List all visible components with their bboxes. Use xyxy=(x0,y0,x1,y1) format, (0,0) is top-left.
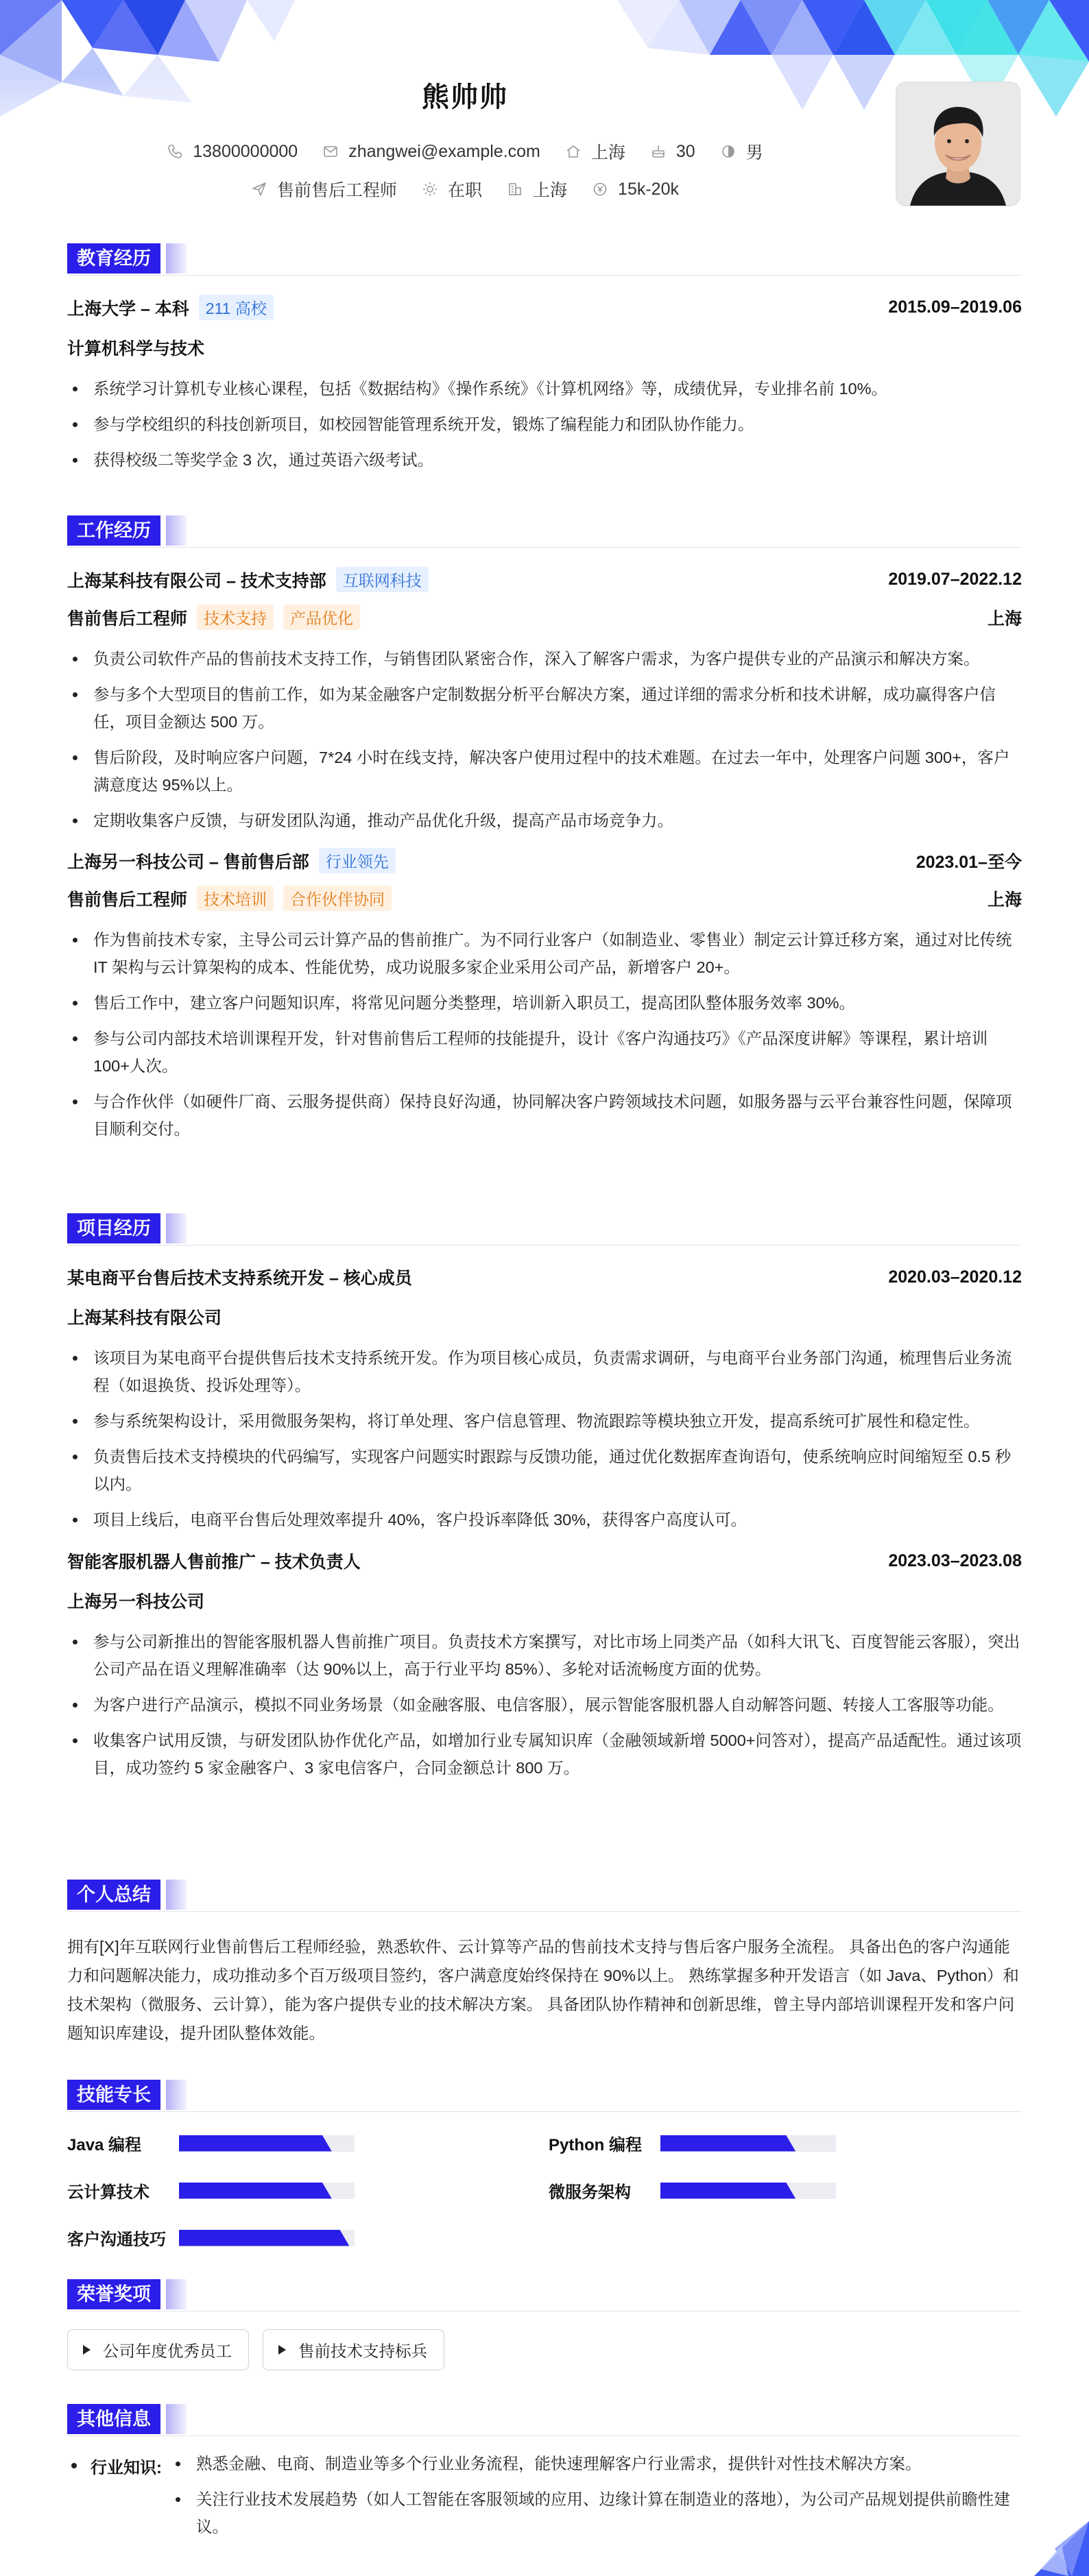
gender-item xyxy=(720,139,763,164)
phone-icon xyxy=(167,143,183,160)
job-target-text: 售前售后工程师 xyxy=(277,181,398,200)
work-date: 2019.07–2022.12 xyxy=(888,570,1022,589)
list-item: 参与学校组织的科技创新项目，如校园智能管理系统开发，锻炼了编程能力和团队协作能力。 xyxy=(67,411,1022,438)
other-info-label: 行业知识: xyxy=(67,2454,162,2478)
list-item: 负责售后技术支持模块的代码编写，实现客户问题实时跟踪与反馈功能，通过优化数据库查询语句，使系统响应时间缩短至 0.5 秒以内。 xyxy=(67,1443,1022,1498)
age-text: 30 xyxy=(675,141,695,161)
skills-grid xyxy=(67,2131,1022,2250)
send-icon xyxy=(251,181,267,197)
work-bullets xyxy=(67,926,1022,1143)
work-section xyxy=(67,515,1022,1151)
other-section-header xyxy=(67,2404,1022,2436)
work-entry xyxy=(67,567,1022,834)
education-bullets xyxy=(67,375,1022,474)
list-item: 该项目为某电商平台提供售后技术支持系统开发。作为项目核心成员，负责需求调研，与电商平台业务部门沟通，梳理售后业务流程（如退换货、投诉处理等）。 xyxy=(67,1344,1022,1399)
target-city-item xyxy=(507,177,567,202)
awards-section xyxy=(67,2279,1022,2370)
education-school-row xyxy=(67,295,274,320)
phone-item xyxy=(167,142,298,162)
work-role-tag: 合作伙伴协同 xyxy=(283,886,392,911)
work-role: 售前售后工程师 xyxy=(67,890,188,910)
list-item: 售后阶段，及时响应客户问题，7*24 小时在线支持，解决客户使用过程中的技术难题。在过去一年中，处理客户问题 300+，客户满意度达 95%以上。 xyxy=(67,744,1022,799)
project-entry xyxy=(67,1265,1022,1533)
skills-section-title: 技能专长 xyxy=(67,2080,160,2110)
skill-name: 微服务架构 xyxy=(549,2183,631,2202)
skill-name: 客户沟通技巧 xyxy=(67,2231,166,2249)
salary-item xyxy=(592,180,679,199)
list-item: 熟悉金融、电商、制造业等多个行业业务流程，能快速理解客户行业需求，提供针对性技术解决方案。 xyxy=(170,2450,1022,2477)
work-company: 上海某科技有限公司 – 技术支持部 xyxy=(67,571,326,591)
work-industry-tag: 行业领先 xyxy=(319,848,396,873)
status-text: 在职 xyxy=(448,181,483,200)
candidate-name: 熊帅帅 xyxy=(422,82,508,112)
cake-icon xyxy=(650,143,667,160)
skills-section xyxy=(67,2080,1022,2250)
section-title-accent xyxy=(166,2404,187,2434)
other-section xyxy=(67,2404,1022,2549)
email-item xyxy=(322,142,540,162)
avatar-illustration xyxy=(896,82,1020,206)
resume-header xyxy=(0,0,1089,219)
work-bullets xyxy=(67,645,1022,834)
skill-item xyxy=(67,2226,549,2250)
list-item: 项目上线后，电商平台售后处理效率提升 40%，客户投诉率降低 30%，获得客户高度认可。 xyxy=(67,1506,1022,1533)
skill-item xyxy=(549,2178,1022,2202)
skill-item xyxy=(549,2131,1022,2155)
skill-bar-track xyxy=(179,2135,355,2152)
phone-text: 13800000000 xyxy=(193,141,298,161)
skill-bar-fill xyxy=(660,2135,795,2152)
education-major: 计算机科学与技术 xyxy=(67,339,205,359)
project-bullets xyxy=(67,1344,1022,1533)
list-item: 关注行业技术发展趋势（如人工智能在客服领域的应用、边缘计算在制造业的落地），为公司产品规划提供前瞻性建议。 xyxy=(170,2486,1022,2540)
work-role-row xyxy=(67,605,360,630)
award-item xyxy=(67,2329,249,2370)
profile-photo xyxy=(896,82,1020,206)
home-icon xyxy=(565,143,582,160)
education-date: 2015.09–2019.06 xyxy=(888,297,1022,317)
work-role-tag: 技术培训 xyxy=(197,886,274,911)
other-info-list xyxy=(170,2450,1022,2540)
work-date: 2023.01–至今 xyxy=(916,852,1022,872)
summary-section-header xyxy=(67,1880,1022,1912)
skills-section-header xyxy=(67,2080,1022,2112)
work-section-header xyxy=(67,515,1022,548)
target-city-text: 上海 xyxy=(533,181,568,200)
skill-name: 云计算技术 xyxy=(67,2183,149,2202)
corner-decoration xyxy=(1007,2507,1089,2576)
work-company-row xyxy=(67,567,429,592)
education-section-title: 教育经历 xyxy=(67,243,160,274)
age-item xyxy=(650,142,695,162)
work-role: 售前售后工程师 xyxy=(67,609,188,629)
gender-text: 男 xyxy=(745,143,763,162)
education-section xyxy=(67,243,1022,482)
list-item: 获得校级二等奖学金 3 次，通过英语六级考试。 xyxy=(67,446,1022,474)
building-icon xyxy=(507,181,523,197)
project-company: 上海某科技有限公司 xyxy=(67,1309,222,1328)
work-company: 上海另一科技公司 – 售前售后部 xyxy=(67,852,309,872)
salary-text: 15k-20k xyxy=(618,179,679,199)
summary-section-title: 个人总结 xyxy=(67,1880,160,1910)
project-section-header xyxy=(67,1213,1022,1246)
list-item: 售后工作中，建立客户问题知识库，将常见问题分类整理，培训新入职员工，提高团队整体服务效率 30%。 xyxy=(67,989,1022,1017)
city-text: 上海 xyxy=(590,143,625,162)
section-title-accent xyxy=(166,243,187,274)
city-item xyxy=(565,139,625,164)
section-title-accent xyxy=(166,1213,187,1243)
work-entry xyxy=(67,848,1022,1143)
email-text: zhangwei@example.com xyxy=(348,141,540,161)
other-info-block xyxy=(67,2450,1022,2540)
education-entry xyxy=(67,295,1022,474)
award-label: 公司年度优秀员工 xyxy=(103,2342,232,2360)
skill-bar-track xyxy=(179,2183,355,2199)
skill-bar-fill xyxy=(179,2135,332,2152)
section-title-accent xyxy=(166,1880,187,1910)
list-item: 参与公司内部技术培训课程开发，针对售前售后工程师的技能提升，设计《客户沟通技巧》《产品深度讲解》等课程，累计培训 100+人次。 xyxy=(67,1025,1022,1080)
summary-section xyxy=(67,1880,1022,2048)
sun-status-icon xyxy=(422,181,438,197)
play-triangle-icon xyxy=(83,2345,91,2355)
work-role-tag: 产品优化 xyxy=(283,605,360,630)
award-label: 售前技术支持标兵 xyxy=(298,2342,427,2360)
project-bullets xyxy=(67,1628,1022,1782)
other-info-bullets xyxy=(170,2450,1022,2540)
awards-list xyxy=(67,2329,1022,2370)
skill-bar-fill xyxy=(179,2230,349,2246)
project-section xyxy=(67,1213,1022,1790)
award-item xyxy=(263,2329,444,2370)
list-item: 收集客户试用反馈，与研发团队协作优化产品，如增加行业专属知识库（金融领域新增 5000+问答对），提高产品适配性。通过该项目，成功签约 5 家金融客户、3 家电信客户，合同金额总计 800 万。 xyxy=(67,1727,1022,1782)
list-item: 系统学习计算机专业核心课程，包括《数据结构》《操作系统》《计算机网络》等，成绩优异，专业排名前 10%。 xyxy=(67,375,1022,402)
project-name: 某电商平台售后技术支持系统开发 – 核心成员 xyxy=(67,1269,412,1288)
skill-bar-track xyxy=(179,2230,355,2246)
project-section-title: 项目经历 xyxy=(67,1213,160,1243)
contact-info-row xyxy=(0,139,930,164)
work-role-tag: 技术支持 xyxy=(197,605,274,630)
section-title-accent xyxy=(166,2279,187,2309)
money-icon xyxy=(592,181,608,197)
gender-icon xyxy=(720,143,737,160)
summary-text: 拥有[X]年互联网行业售前售后工程师经验，熟悉软件、云计算等产品的售前技术支持与售后客户服务全流程。 具备出色的客户沟通能力和问题解决能力，成功推动多个百万级项目签约，客户满意度始终保持在 90%以上。 熟练掌握多种开发语言（如 Java、Python）和技术架构（微服务、云计算），能为客户提供专业的技术解决方案。 具备团队协作精神和创新思维，曾主导内部培训课程开发和客户问题知识库建设，提升团队整体效能。 xyxy=(67,1938,1019,2042)
skill-name: Python 编程 xyxy=(549,2136,642,2154)
skill-item xyxy=(67,2131,549,2155)
list-item: 参与公司新推出的智能客服机器人售前推广项目。负责技术方案撰写，对比市场上同类产品（如科大讯飞、百度智能云客服），突出公司产品在语义理解准确率（达 90%以上，高于行业平均 85%）、多轮对话流畅度方面的优势。 xyxy=(67,1628,1022,1683)
project-company: 上海另一科技公司 xyxy=(67,1592,205,1612)
skill-item xyxy=(67,2178,549,2202)
section-title-accent xyxy=(166,2080,187,2110)
project-date: 2020.03–2020.12 xyxy=(888,1267,1022,1287)
project-date: 2023.03–2023.08 xyxy=(888,1551,1022,1570)
awards-section-header xyxy=(67,2279,1022,2311)
work-role-row xyxy=(67,886,392,911)
play-triangle-icon xyxy=(278,2345,286,2355)
project-name: 智能客服机器人售前推广 – 技术负责人 xyxy=(67,1553,361,1572)
skill-bar-track xyxy=(660,2183,836,2199)
job-target-item xyxy=(251,177,397,202)
status-item xyxy=(422,177,482,202)
list-item: 作为售前技术专家，主导公司云计算产品的售前推广。为不同行业客户（如制造业、零售业）制定云计算迁移方案，通过对比传统 IT 架构与云计算架构的成本、性能优势，成功说服多家企业采用公司产品，新增客户 20+。 xyxy=(67,926,1022,981)
work-company-row xyxy=(67,848,396,873)
list-item: 参与系统架构设计，采用微服务架构，将订单处理、客户信息管理、物流跟踪等模块独立开发，提高系统可扩展性和稳定性。 xyxy=(67,1407,1022,1435)
mail-icon xyxy=(322,143,339,160)
work-industry-tag: 互联网科技 xyxy=(336,567,429,592)
education-section-header xyxy=(67,243,1022,276)
work-section-title: 工作经历 xyxy=(67,515,160,546)
job-intention-row xyxy=(0,177,930,202)
list-item: 定期收集客户反馈，与研发团队沟通，推动产品优化升级，提高产品市场竞争力。 xyxy=(67,807,1022,834)
list-item: 负责公司软件产品的售前技术支持工作，与销售团队紧密合作，深入了解客户需求，为客户提供专业的产品演示和解决方案。 xyxy=(67,645,1022,672)
skill-bar-fill xyxy=(179,2183,332,2199)
list-item: 与合作伙伴（如硬件厂商、云服务提供商）保持良好沟通，协同解决客户跨领域技术问题，如服务器与云平台兼容性问题，保障项目顺利交付。 xyxy=(67,1088,1022,1143)
skill-bar-track xyxy=(660,2135,836,2152)
project-entry xyxy=(67,1548,1022,1782)
awards-section-title: 荣誉奖项 xyxy=(67,2279,160,2309)
other-section-title: 其他信息 xyxy=(67,2404,160,2434)
education-school: 上海大学 – 本科 xyxy=(67,299,189,319)
list-item: 为客户进行产品演示，模拟不同业务场景（如金融客服、电信客服），展示智能客服机器人自动解答问题、转接人工客服等功能。 xyxy=(67,1691,1022,1718)
skill-name: Java 编程 xyxy=(67,2136,142,2154)
skill-bar-fill xyxy=(660,2183,795,2199)
work-location: 上海 xyxy=(987,890,1022,910)
section-title-accent xyxy=(166,515,187,546)
education-tag: 211 高校 xyxy=(199,295,274,320)
work-location: 上海 xyxy=(987,609,1022,629)
list-item: 参与多个大型项目的售前工作，如为某金融客户定制数据分析平台解决方案，通过详细的需求分析和技术讲解，成功赢得客户信任，项目金额达 500 万。 xyxy=(67,681,1022,736)
